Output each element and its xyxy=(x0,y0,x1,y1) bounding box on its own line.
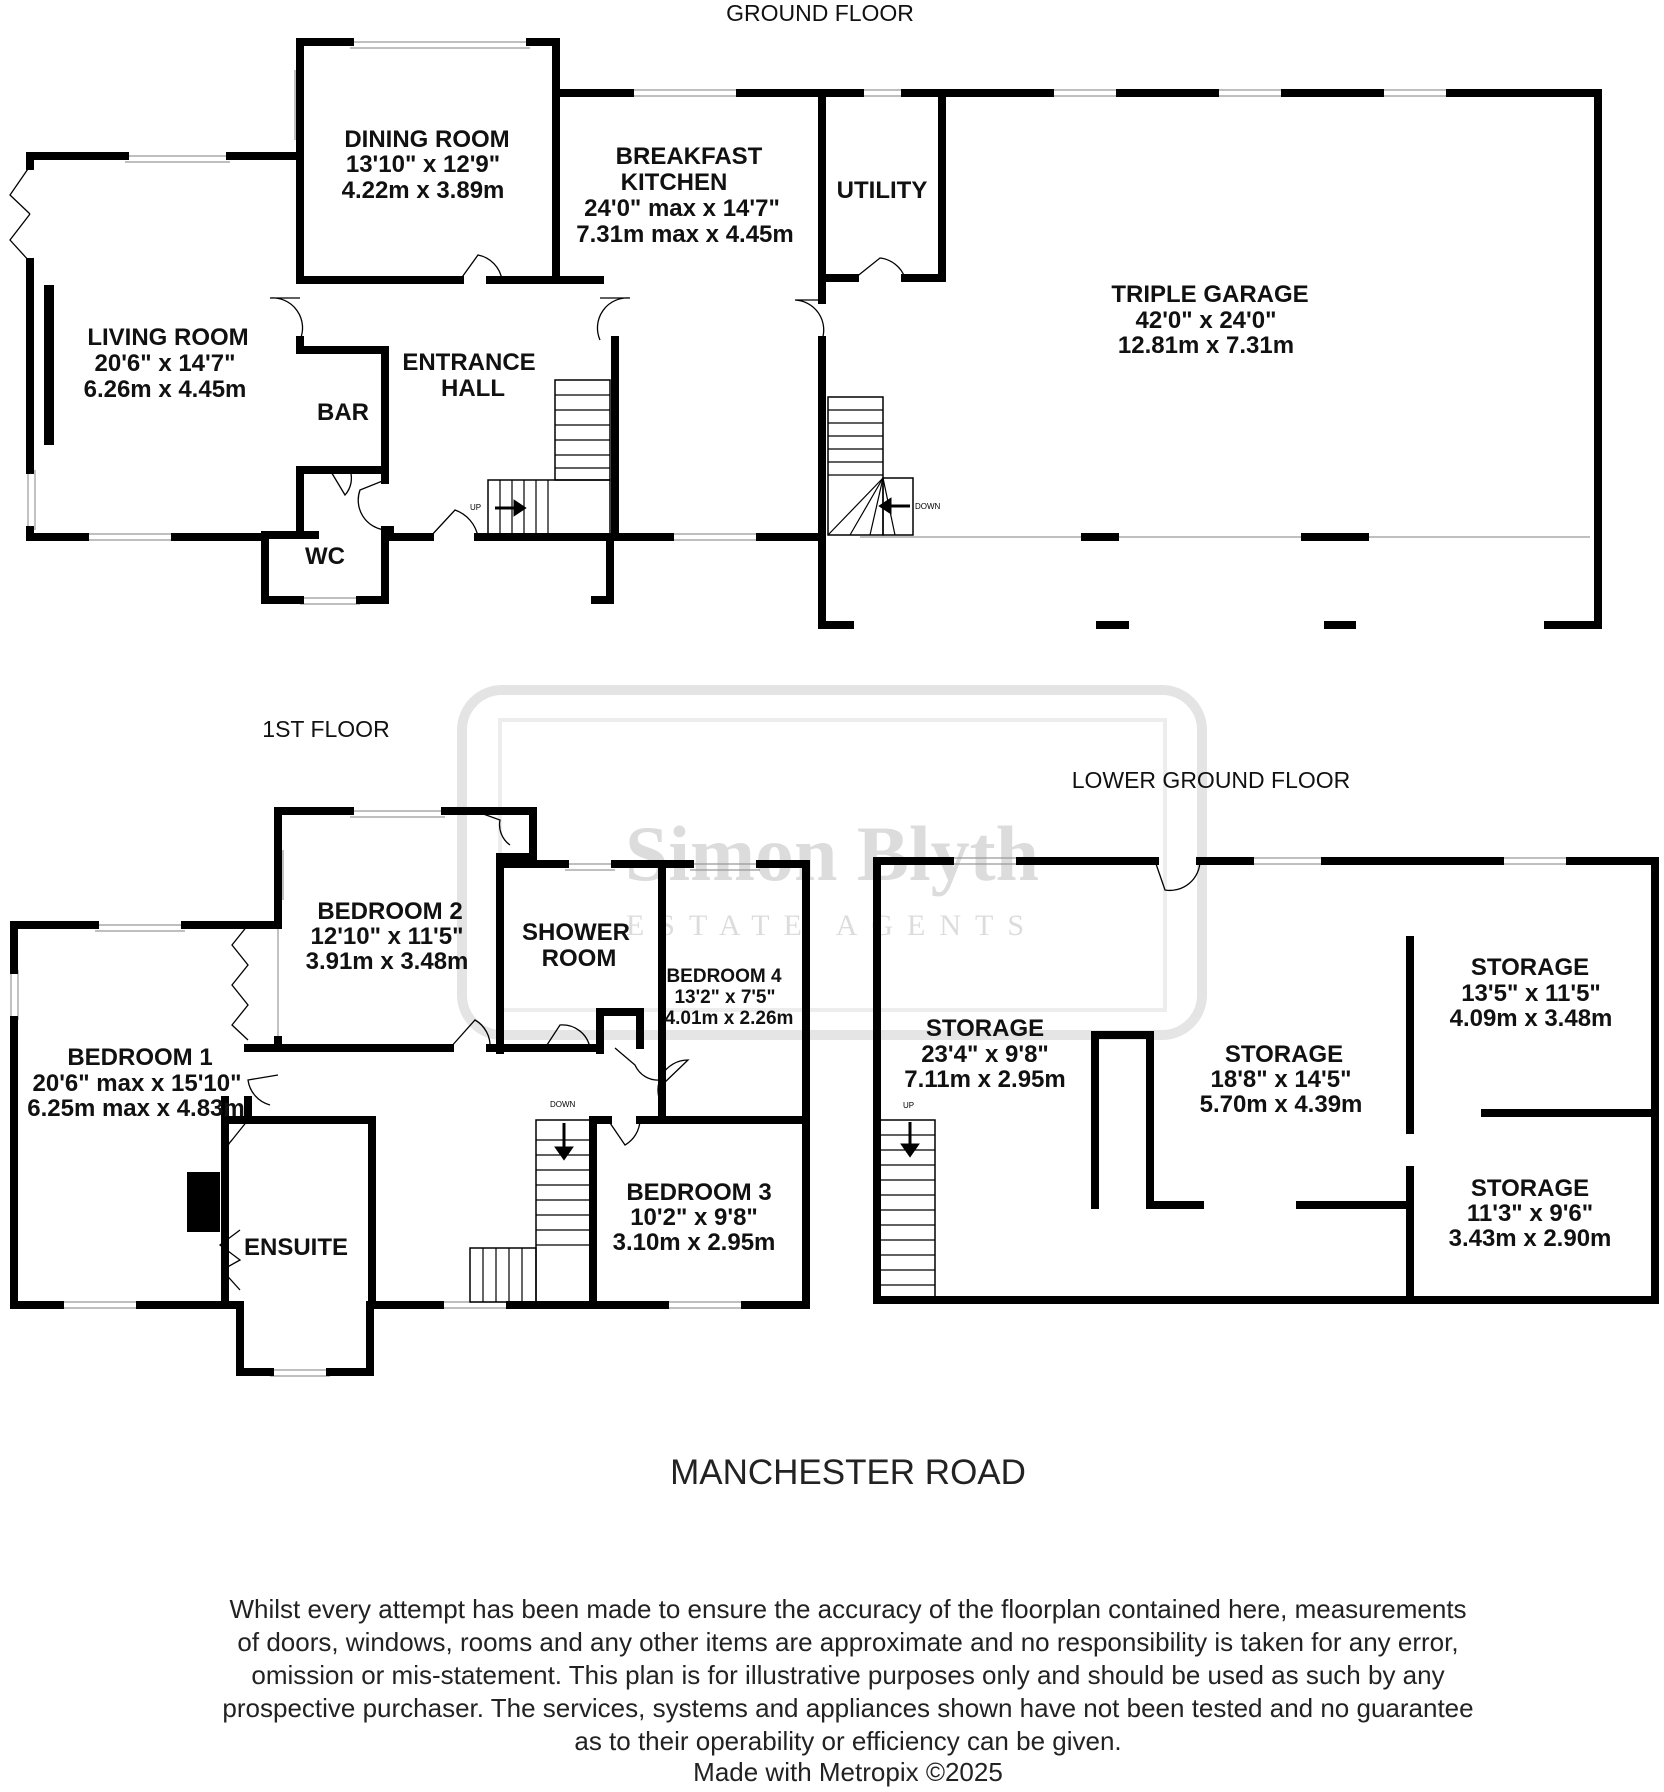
bed1-metric: 6.25m max x 4.83m xyxy=(27,1095,245,1122)
stairs-up-ground xyxy=(470,380,610,535)
lower-ground-floor-title: LOWER GROUND FLOOR xyxy=(1071,767,1351,793)
utility-name: UTILITY xyxy=(836,177,928,204)
bedroom-4 xyxy=(665,966,794,1029)
living-room-imperial: 20'6" x 14'7" xyxy=(94,350,236,377)
storage3-metric: 4.09m x 3.48m xyxy=(1449,1005,1613,1032)
dining-room-name: DINING ROOM xyxy=(344,126,510,153)
stairs-up-label: UP xyxy=(470,503,482,512)
storage-4 xyxy=(1449,1175,1612,1252)
living-room-metric: 6.26m x 4.45m xyxy=(83,376,247,403)
storage-1 xyxy=(904,1015,1065,1093)
disclaimer-line-2: of doors, windows, rooms and any other items are approximate and no responsibility is taken for any error, xyxy=(237,1627,1459,1657)
bed4-metric: 4.01m x 2.26m xyxy=(664,1008,794,1029)
bed3-imperial: 10'2" x 9'8" xyxy=(630,1204,758,1231)
kitchen-name-1: BREAKFAST xyxy=(615,143,763,170)
disclaimer xyxy=(222,1594,1473,1787)
road-name: MANCHESTER ROAD xyxy=(670,1453,1026,1492)
storage3-name: STORAGE xyxy=(1470,954,1590,981)
storage2-imperial: 18'8" x 14'5" xyxy=(1210,1066,1352,1093)
garage-imperial: 42'0" x 24'0" xyxy=(1135,307,1277,334)
ensuite-name: ENSUITE xyxy=(243,1234,349,1261)
dining-room xyxy=(342,126,510,204)
ground-floor-title: GROUND FLOOR xyxy=(726,0,914,26)
storage4-metric: 3.43m x 2.90m xyxy=(1448,1225,1612,1252)
bed3-metric: 3.10m x 2.95m xyxy=(612,1229,776,1256)
bar-name: BAR xyxy=(317,399,369,426)
credit-line: Made with Metropix ©2025 xyxy=(693,1757,1003,1787)
stairs-down-first xyxy=(470,1100,591,1302)
bed1-imperial: 20'6" max x 15'10" xyxy=(32,1070,242,1097)
storage1-metric: 7.11m x 2.95m xyxy=(904,1066,1066,1093)
bed4-imperial: 13'2" x 7'5" xyxy=(674,987,776,1008)
dining-room-metric: 4.22m x 3.89m xyxy=(341,177,505,204)
ground-floor-plan xyxy=(10,42,1598,625)
bed2-metric: 3.91m x 3.48m xyxy=(305,948,469,975)
bed4-name: BEDROOM 4 xyxy=(666,966,782,987)
stairs-down-first-label: DOWN xyxy=(550,1100,576,1109)
disclaimer-line-3: omission or mis-statement. This plan is for illustrative purposes only and should be used as such by any xyxy=(251,1660,1445,1690)
wc-name: WC xyxy=(305,543,345,570)
kitchen-imperial: 24'0" max x 14'7" xyxy=(584,195,780,222)
bedroom-2 xyxy=(306,898,469,975)
bed1-name: BEDROOM 1 xyxy=(67,1044,213,1071)
disclaimer-line-1: Whilst every attempt has been made to ensure the accuracy of the floorplan contained here, measurements xyxy=(229,1594,1467,1624)
shower-room xyxy=(522,919,630,972)
first-floor-title: 1ST FLOOR xyxy=(262,716,390,742)
storage2-metric: 5.70m x 4.39m xyxy=(1199,1091,1363,1118)
garage-name: TRIPLE GARAGE xyxy=(1111,281,1309,308)
storage2-name: STORAGE xyxy=(1224,1041,1344,1068)
bed2-imperial: 12'10" x 11'5" xyxy=(310,923,464,950)
storage-3 xyxy=(1450,954,1613,1032)
bed2-name: BEDROOM 2 xyxy=(317,898,463,925)
entrance-hall xyxy=(402,349,535,402)
disclaimer-line-5: as to their operability or efficiency can be given. xyxy=(574,1726,1122,1756)
bed3-name: BEDROOM 3 xyxy=(626,1179,772,1206)
shower-name-2: ROOM xyxy=(541,945,617,972)
living-room-name: LIVING ROOM xyxy=(87,324,249,351)
living-room xyxy=(84,324,249,403)
stairs-up-lower xyxy=(880,1101,935,1300)
stairs-down-ground xyxy=(828,397,941,535)
kitchen-name-2: KITCHEN xyxy=(620,169,728,196)
storage1-name: STORAGE xyxy=(925,1015,1045,1042)
stairs-up-lower-label: UP xyxy=(903,1101,915,1110)
breakfast-kitchen xyxy=(576,143,794,248)
shower-name-1: SHOWER xyxy=(522,919,630,946)
kitchen-metric: 7.31m max x 4.45m xyxy=(576,221,794,248)
triple-garage xyxy=(1111,281,1308,359)
storage4-name: STORAGE xyxy=(1470,1175,1590,1202)
entrance-name-1: ENTRANCE xyxy=(402,349,536,376)
dining-room-imperial: 13'10" x 12'9" xyxy=(345,151,501,178)
storage1-imperial: 23'4" x 9'8" xyxy=(921,1041,1049,1068)
disclaimer-line-4: prospective purchaser. The services, systems and appliances shown have not been tested and no guarantee xyxy=(222,1693,1474,1723)
watermark-name: Simon Blyth xyxy=(625,810,1039,897)
storage4-imperial: 11'3" x 9'6" xyxy=(1466,1200,1594,1227)
garage-metric: 12.81m x 7.31m xyxy=(1117,332,1295,359)
storage3-imperial: 13'5" x 11'5" xyxy=(1461,980,1601,1007)
storage-2 xyxy=(1200,1041,1363,1118)
bedroom-1 xyxy=(27,1044,245,1122)
watermark-tagline: ESTATE AGENTS xyxy=(625,909,1039,942)
entrance-name-2: HALL xyxy=(441,375,505,402)
bedroom-3 xyxy=(613,1179,776,1256)
stairs-down-label: DOWN xyxy=(915,502,941,511)
